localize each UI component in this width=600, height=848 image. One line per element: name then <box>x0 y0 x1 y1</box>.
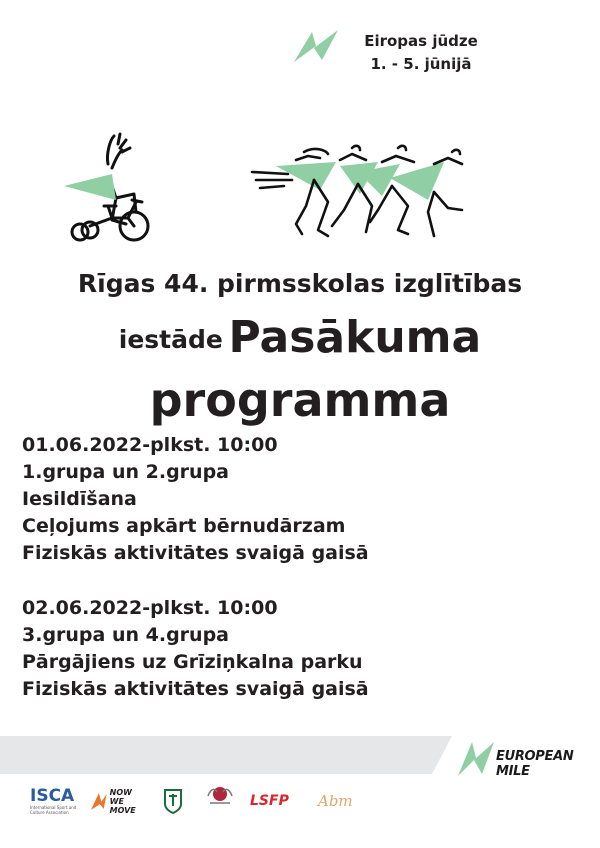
day2-datetime: 02.06.2022-plkst. 10:00 <box>22 597 278 619</box>
school-name-heading: Rīgas 44. pirmsskolas izglītības <box>77 269 523 298</box>
day1-activity-3: Fiziskās aktivitātes svaigā gaisā <box>22 542 369 564</box>
isca-caption: International Sport and Culture Association <box>30 805 77 815</box>
european-mile-brand-icon <box>456 738 496 778</box>
now-we-move-logo: NOW WE MOVE <box>90 784 152 818</box>
school-name-suffix: iestāde <box>118 325 223 354</box>
club-crest-icon <box>164 784 184 818</box>
ministry-crest-icon <box>202 784 238 818</box>
day2-activity-2: Fiziskās aktivitātes svaigā gaisā <box>22 678 369 700</box>
day1-groups: 1.grupa un 2.grupa <box>22 461 229 483</box>
day1-activity-2: Ceļojums apkārt bērnudārzam <box>22 515 346 537</box>
program-heading: programma <box>149 373 451 427</box>
title-line-2 <box>0 310 600 375</box>
lsfp-logo <box>250 784 298 818</box>
event-name: Eiropas jūdze <box>364 32 478 50</box>
isca-logo <box>30 784 86 818</box>
day1-activity-1: Iesildīšana <box>22 488 137 510</box>
now-we-move-icon <box>90 791 108 811</box>
european-mile-brand-text: EUROPEAN MILE <box>496 749 574 779</box>
european-mile-logo-icon <box>292 28 342 64</box>
day1-datetime: 01.06.2022-plkst. 10:00 <box>22 434 278 456</box>
runners-illustration-icon <box>248 140 470 240</box>
lsfp-logo-text: LSFP <box>250 793 289 809</box>
event-dates: 1. - 5. jūnijā <box>370 55 472 73</box>
cyclist-illustration-icon <box>56 128 166 246</box>
day2-groups: 3.grupa un 4.grupa <box>22 624 229 646</box>
event-program-heading: Pasākuma <box>228 312 482 363</box>
day2-activity-1: Pārgājiens uz Grīziņkalna parku <box>22 651 363 673</box>
isca-logo-text: ISCA <box>30 786 75 806</box>
cursive-sponsor-text: Abm <box>318 792 353 810</box>
cursive-sponsor-logo <box>318 784 368 818</box>
